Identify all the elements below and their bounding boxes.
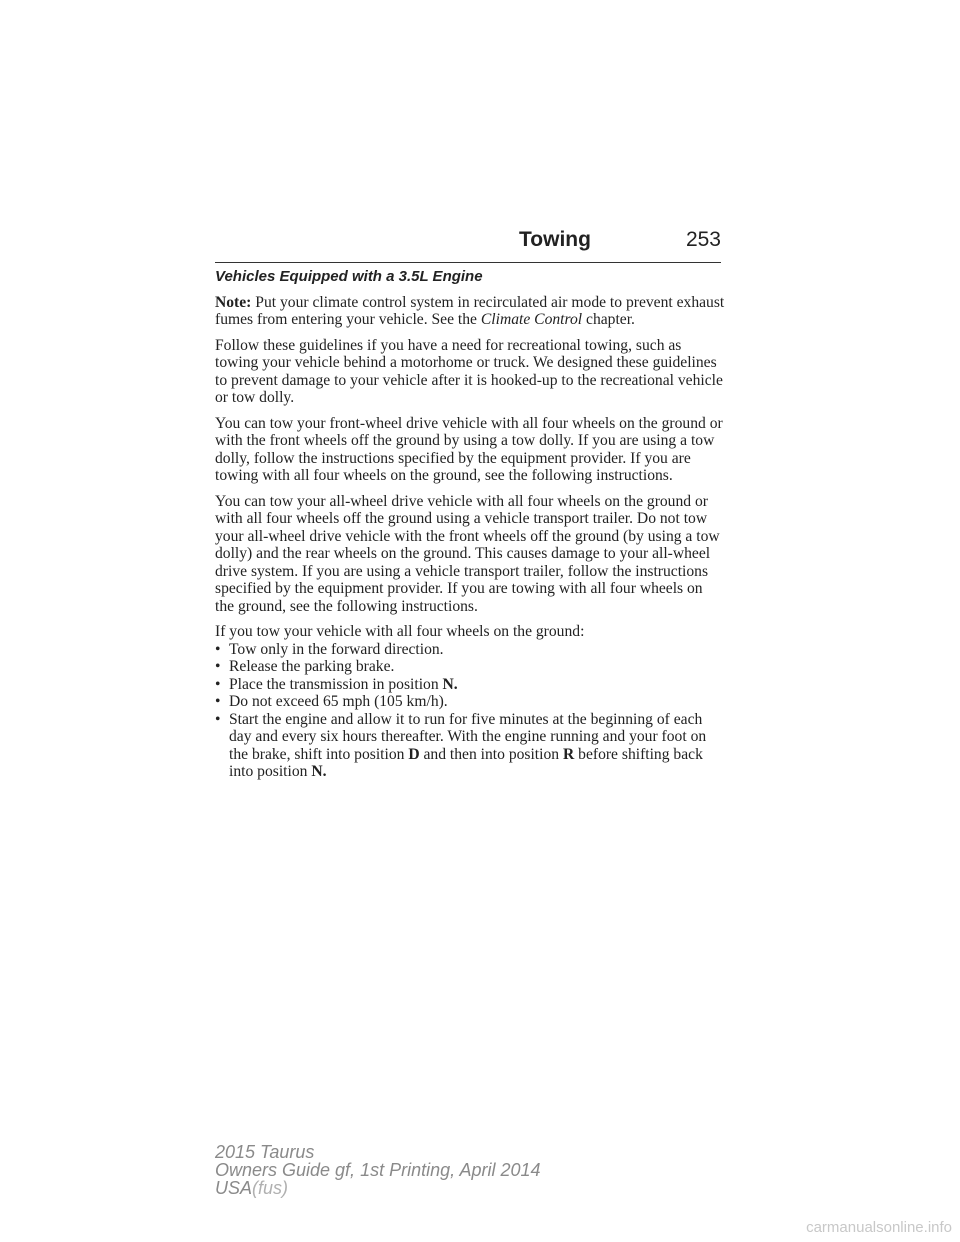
- note-text-end: chapter.: [586, 311, 635, 328]
- section-heading: Vehicles Equipped with a 3.5L Engine: [215, 268, 483, 285]
- document-footer: [215, 1143, 541, 1197]
- list-item: • Release the parking brake.: [215, 658, 395, 675]
- footer-region: USA(fus): [215, 1178, 289, 1198]
- position-n-final: N.: [311, 763, 327, 780]
- position-n: N.: [442, 675, 458, 693]
- page-number: 253: [685, 228, 721, 251]
- page-content: [215, 268, 725, 781]
- note-text: Put your climate control system in recirculated air mode to prevent exhaust fumes from entering your vehicle. See the: [215, 293, 725, 328]
- list-item: • Do not exceed 65 mph (105 km/h).: [215, 693, 448, 710]
- bullet-icon: •: [215, 693, 221, 710]
- note-label: Note:: [215, 293, 252, 311]
- towing-instructions-list: [215, 641, 725, 781]
- bullet-icon: •: [215, 710, 221, 728]
- position-d: D: [408, 745, 420, 763]
- list-item: • Tow only in the forward direction.: [215, 640, 444, 658]
- site-watermark: carmanualsonline.info: [806, 1219, 952, 1236]
- page-header: [215, 228, 721, 263]
- bullet-icon: •: [215, 658, 221, 675]
- chapter-title: Towing: [519, 228, 591, 251]
- position-r: R: [562, 745, 575, 763]
- bullet-icon: •: [215, 675, 221, 693]
- note-paragraph: [215, 294, 725, 329]
- paragraph-all-wheel-drive: You can tow your all-wheel drive vehicle with all four wheels on the ground or with all four wheels off the ground using a vehicle transport trailer. Do not tow your all-wheel drive vehicle with the front wheels off the ground (by using a tow dolly) and the rear wheels on the ground. This causes damage to your all-wheel drive system. If you are using a vehicle transport trailer, follow the instructions specified by the equipment provider. If you are towing with all four wheels on the ground, see the following instructions.: [215, 492, 720, 615]
- climate-control-reference[interactable]: Climate Control: [480, 311, 583, 328]
- footer-model: 2015 Taurus: [215, 1142, 315, 1162]
- bullet-icon: •: [215, 640, 221, 658]
- list-item: • Start the engine and allow it to run for five minutes at the beginning of each day and every six hours thereafter. With the engine running and your foot on the brake, shift into position D and then into position R before shifting back into position N.: [215, 710, 707, 780]
- paragraph-four-wheels-intro: If you tow your vehicle with all four wheels on the ground:: [215, 623, 585, 640]
- footer-edition: Owners Guide gf, 1st Printing, April 2014: [215, 1160, 541, 1180]
- paragraph-guidelines: Follow these guidelines if you have a need for recreational towing, such as towing your vehicle behind a motorhome or truck. We designed these guidelines to prevent damage to your vehicle after it is hooked-up to the recreational vehicle or tow dolly.: [215, 336, 723, 406]
- paragraph-front-wheel-drive: You can tow your front-wheel drive vehicle with all four wheels on the ground or with the front wheels off the ground by using a tow dolly. If you are using a tow dolly, follow the instructions specified by the equipment provider. If you are towing with all four wheels on the ground, see the following instructions.: [215, 414, 723, 484]
- list-item: • Place the transmission in position N.: [215, 675, 458, 693]
